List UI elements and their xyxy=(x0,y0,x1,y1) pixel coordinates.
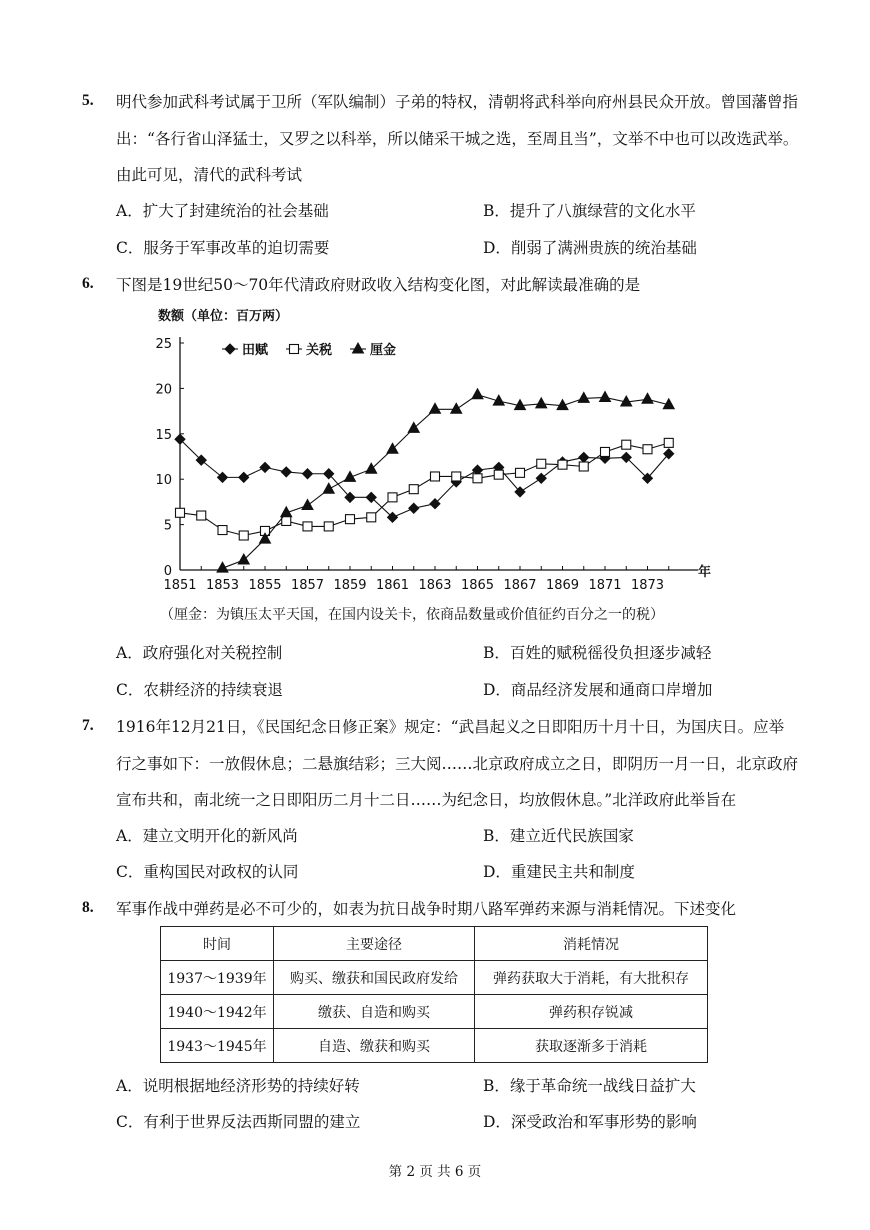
data-point xyxy=(408,422,419,432)
chart-note: （厘金：为镇压太平天国，在国内设关卡，依商品数量或价值征约百分之一的税） xyxy=(160,607,664,623)
data-point xyxy=(452,472,461,481)
data-point xyxy=(176,508,185,517)
question-7-option-b: B．建立近代民族国家 xyxy=(483,827,634,845)
x-tick-label: 1855 xyxy=(248,578,282,593)
series-diamond xyxy=(175,434,674,522)
data-point xyxy=(622,440,631,449)
data-point xyxy=(366,463,377,473)
question-5-line-3: 由此可见，清代的武科考试 xyxy=(116,166,303,184)
question-7-line-1: 1916年12月21日，《民国纪念日修正案》规定：“武昌起义之日即阳历十月十日，为国庆日。应举 xyxy=(116,718,785,736)
x-tick-label: 1871 xyxy=(588,578,622,593)
table-cell: 1943～1945年 xyxy=(161,1029,274,1063)
data-point xyxy=(282,516,291,525)
data-point xyxy=(409,485,418,494)
x-tick-label: 1869 xyxy=(545,578,580,593)
x-tick-label: 1863 xyxy=(418,578,452,593)
revenue-line-chart xyxy=(150,300,730,600)
table-cell: 缴获、自造和购买 xyxy=(274,995,475,1029)
table-header-cell: 时间 xyxy=(161,927,274,961)
table-row xyxy=(161,1029,708,1063)
data-point xyxy=(516,468,525,477)
data-point xyxy=(430,403,441,413)
question-7-option-c: C．重构国民对政权的认同 xyxy=(116,863,299,881)
series-line xyxy=(223,395,669,568)
question-5-option-a: A．扩大了封建统治的社会基础 xyxy=(116,202,329,220)
table-row xyxy=(161,995,708,1029)
x-tick-label: 1859 xyxy=(333,578,367,593)
data-point xyxy=(409,503,419,513)
question-5-option-c: C．服务于军事改革的迫切需要 xyxy=(116,239,330,257)
legend-marker xyxy=(353,343,364,353)
x-tick-label: 1861 xyxy=(375,578,410,593)
data-point xyxy=(536,473,546,483)
question-8-option-c: C．有利于世界反法西斯同盟的建立 xyxy=(116,1113,361,1131)
ammunition-table xyxy=(160,926,708,1063)
data-point xyxy=(388,493,397,502)
data-point xyxy=(281,467,291,477)
question-7-number: 7. xyxy=(82,717,94,734)
question-5-line-2: 出：“各行省山泽猛士，又罗之以科举，所以储采干城之选，至周且当”，文举不中也可以改选武举。 xyxy=(116,130,799,148)
chart-series xyxy=(175,389,674,572)
question-5-option-d: D．削弱了满洲贵族的统治基础 xyxy=(483,239,697,257)
data-point xyxy=(643,445,652,454)
series-line xyxy=(180,443,669,536)
y-tick-label: 5 xyxy=(163,518,172,534)
question-5-number: 5. xyxy=(82,92,94,109)
data-point xyxy=(431,472,440,481)
table-row xyxy=(161,961,708,995)
data-point xyxy=(664,438,673,447)
table-header-row xyxy=(161,927,708,961)
table-cell: 1940～1942年 xyxy=(161,995,274,1029)
x-tick-label: 1853 xyxy=(205,578,240,593)
legend-marker xyxy=(290,345,299,354)
legend-label: 关税 xyxy=(306,343,333,358)
question-8-option-d: D．深受政治和军事形势的影响 xyxy=(483,1113,697,1131)
x-tick-label: 1857 xyxy=(290,578,325,593)
x-tick-label: 1873 xyxy=(630,578,665,593)
y-tick-label: 10 xyxy=(155,473,172,489)
y-tick-label: 0 xyxy=(163,564,172,579)
data-point xyxy=(600,391,611,401)
question-5-option-b: B．提升了八旗绿营的文化水平 xyxy=(483,202,696,220)
question-8-number: 8. xyxy=(82,899,94,916)
data-point xyxy=(303,469,313,479)
question-6-option-a: A．政府强化对关税控制 xyxy=(116,644,283,662)
data-point xyxy=(579,452,589,462)
table-cell: 自造、缴获和购买 xyxy=(274,1029,475,1063)
series-square xyxy=(176,438,674,540)
x-tick-label: 1867 xyxy=(503,578,537,593)
question-8-option-b: B．缘于革命统一战线日益扩大 xyxy=(483,1077,696,1095)
question-5-line-1: 明代参加武科考试属于卫所（军队编制）子弟的特权，清朝将武科举向府州县民众开放。曾国藩曾指 xyxy=(116,93,799,111)
question-7-option-a: A．建立文明开化的新风尚 xyxy=(116,827,298,845)
data-point xyxy=(536,398,547,408)
question-7-line-3: 宣布共和，南北统一之日即阳历二月十二日……为纪念日，均放假休息。”北洋政府此举旨在 xyxy=(116,791,737,809)
x-tick-label: 1851 xyxy=(163,578,197,593)
data-point xyxy=(473,474,482,483)
data-point xyxy=(494,470,503,479)
chart-x-axis-label: 年 xyxy=(698,565,712,580)
data-point xyxy=(451,403,462,413)
y-tick-label: 15 xyxy=(155,427,172,443)
data-point xyxy=(346,515,355,524)
table-cell: 购买、缴获和国民政府发给 xyxy=(274,961,475,995)
data-point xyxy=(239,531,248,540)
data-point xyxy=(642,393,653,403)
y-tick-label: 20 xyxy=(155,382,172,398)
question-6-option-d: D．商品经济发展和通商口岸增加 xyxy=(483,681,713,699)
legend-label: 厘金 xyxy=(370,343,397,358)
legend-label: 田赋 xyxy=(242,343,269,358)
data-point xyxy=(260,462,270,472)
data-point xyxy=(579,462,588,471)
data-point xyxy=(537,459,546,468)
table-header-cell: 消耗情况 xyxy=(475,927,708,961)
data-point xyxy=(197,511,206,520)
series-line xyxy=(180,439,669,517)
question-6-stem: 下图是19世纪50～70年代清政府财政收入结构变化图，对此解读最准确的是 xyxy=(116,276,641,294)
series-triangle xyxy=(217,389,674,572)
data-point xyxy=(324,522,333,531)
question-8-option-a: A．说明根据地经济形势的持续好转 xyxy=(116,1077,360,1095)
data-point xyxy=(323,483,334,493)
question-6-option-c: C．农耕经济的持续衰退 xyxy=(116,681,283,699)
data-point xyxy=(239,472,249,482)
table-cell: 弹药获取大于消耗，有大批积存 xyxy=(475,961,708,995)
question-8-stem: 军事作战中弹药是必不可少的，如表为抗日战争时期八路军弹药来源与消耗情况。下述变化 xyxy=(116,900,737,918)
y-tick-label: 25 xyxy=(155,337,172,352)
data-point xyxy=(303,522,312,531)
question-6-option-b: B．百姓的赋税徭役负担逐步减轻 xyxy=(483,644,712,662)
chart-legend xyxy=(222,342,396,358)
legend-marker xyxy=(225,344,235,354)
question-6-number: 6. xyxy=(82,275,94,292)
question-7-option-d: D．重建民主共和制度 xyxy=(483,863,635,881)
x-tick-label: 1865 xyxy=(460,578,495,593)
page-footer: 第 2 页 共 6 页 xyxy=(388,1164,482,1180)
data-point xyxy=(472,389,483,399)
chart-axes xyxy=(180,337,698,570)
data-point xyxy=(302,500,313,510)
table-cell: 获取逐渐多于消耗 xyxy=(475,1029,708,1063)
data-point xyxy=(218,526,227,535)
question-7-line-2: 行之事如下：一放假休息；二悬旗结彩；三大阅……北京政府成立之日，即阴历一月一日，北京政府 xyxy=(116,755,799,773)
table-header-cell: 主要途径 xyxy=(274,927,475,961)
table-cell: 1937～1939年 xyxy=(161,961,274,995)
data-point xyxy=(558,460,567,469)
chart-y-axis-label: 数额（单位：百万两） xyxy=(158,309,289,324)
data-point xyxy=(601,447,610,456)
data-point xyxy=(578,392,589,402)
data-point xyxy=(367,513,376,522)
table-cell: 弹药积存锐减 xyxy=(475,995,708,1029)
